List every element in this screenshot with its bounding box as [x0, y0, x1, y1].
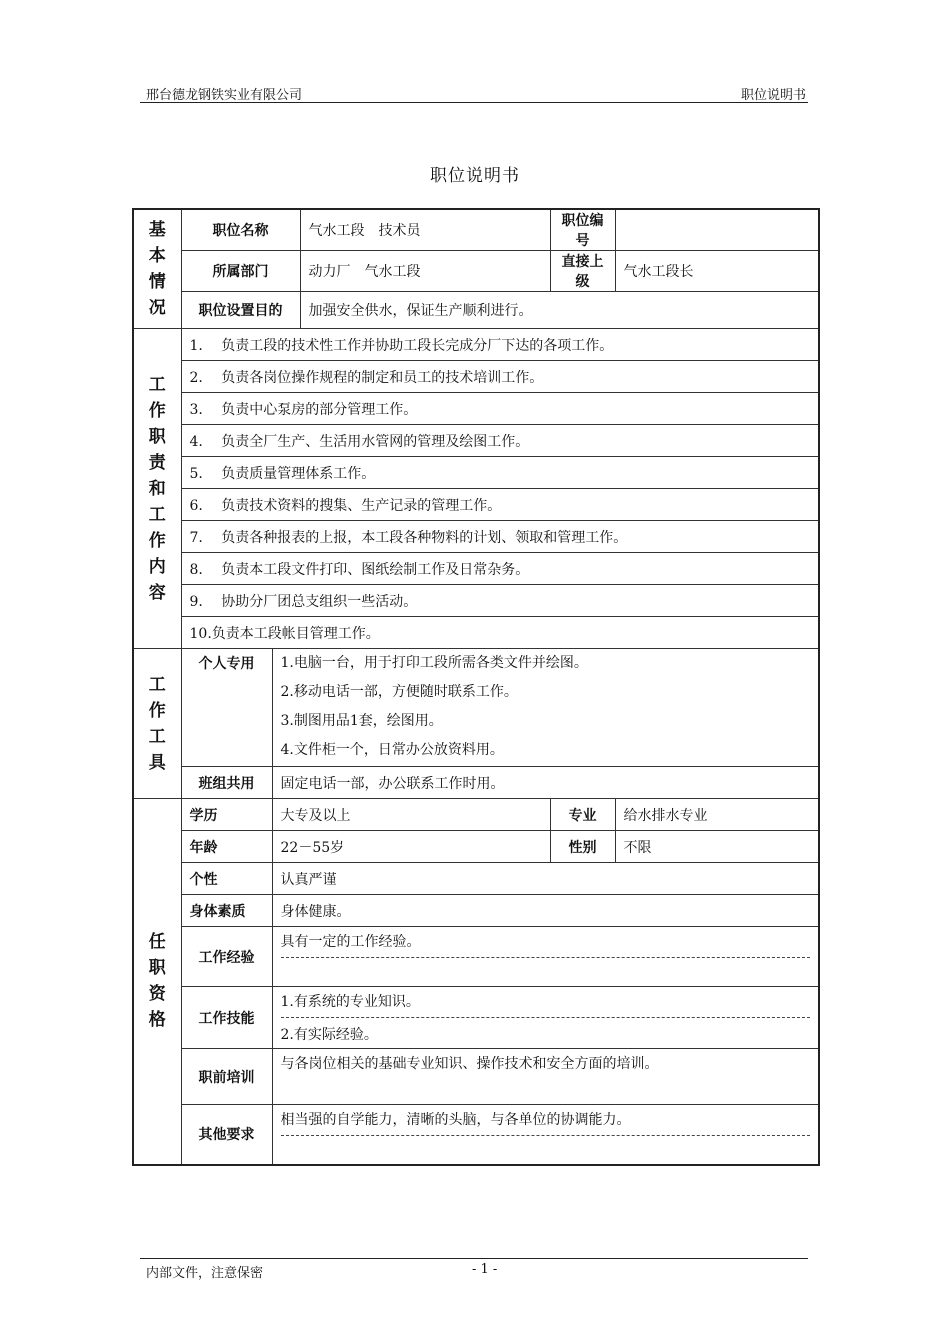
section-duties: 工作职责和工作内容	[133, 329, 181, 649]
personality-value: 认真严谨	[272, 863, 819, 895]
duty-item: 4. 负责全厂生产、生活用水管网的管理及绘图工作。	[181, 425, 819, 457]
job-description-table	[132, 208, 820, 1166]
personal-tools-list	[272, 649, 819, 767]
personal-tools-label: 个人专用	[181, 649, 272, 767]
training-label: 职前培训	[181, 1049, 272, 1105]
dashed-divider	[281, 1017, 811, 1018]
experience-value: 具有一定的工作经验。	[280, 934, 421, 950]
age-label: 年龄	[181, 831, 272, 863]
other-cell	[272, 1105, 819, 1165]
header-company: 邢台德龙钢铁实业有限公司	[146, 88, 303, 103]
duty-item: 5. 负责质量管理体系工作。	[181, 457, 819, 489]
duty-item: 3. 负责中心泵房的部分管理工作。	[181, 393, 819, 425]
experience-label: 工作经验	[181, 927, 272, 987]
page-title: 职位说明书	[430, 166, 520, 186]
duty-item: 7. 负责各种报表的上报，本工段各种物料的计划、领取和管理工作。	[181, 521, 819, 553]
superior-value: 气水工段长	[615, 251, 819, 292]
purpose-value: 加强安全供水，保证生产顺利进行。	[300, 292, 819, 329]
list-item: 2.有实际经验。	[280, 1027, 378, 1043]
list-item: 2.移动电话一部，方便随时联系工作。	[280, 684, 518, 700]
other-value: 相当强的自学能力，清晰的头脑，与各单位的协调能力。	[280, 1112, 631, 1128]
list-item: 1.电脑一台，用于打印工段所需各类文件并绘图。	[280, 655, 588, 671]
section-basic-info: 基本情况	[133, 209, 181, 329]
list-item: 1.有系统的专业知识。	[280, 994, 420, 1010]
footer-divider	[140, 1258, 808, 1259]
health-label: 身体素质	[181, 895, 272, 927]
duty-item: 8. 负责本工段文件打印、图纸绘制工作及日常杂务。	[181, 553, 819, 585]
section-qualifications: 任职资格	[133, 799, 181, 1165]
purpose-label: 职位设置目的	[181, 292, 300, 329]
list-item: 4.文件柜一个，日常办公放资料用。	[280, 742, 504, 758]
position-name-label: 职位名称	[181, 209, 300, 251]
age-value: 22－55岁	[272, 831, 550, 863]
page-number: - 1 -	[472, 1262, 498, 1277]
health-value: 身体健康。	[272, 895, 819, 927]
position-code-value	[615, 209, 819, 251]
training-value: 与各岗位相关的基础专业知识、操作技术和安全方面的培训。	[280, 1056, 659, 1072]
list-item: 3.制图用品1套，绘图用。	[280, 713, 443, 729]
gender-value: 不限	[615, 831, 819, 863]
duty-item: 9. 协助分厂团总支组织一些活动。	[181, 585, 819, 617]
duty-item: 6. 负责技术资料的搜集、生产记录的管理工作。	[181, 489, 819, 521]
dept-value: 动力厂 气水工段	[300, 251, 550, 292]
other-label: 其他要求	[181, 1105, 272, 1165]
education-value: 大专及以上	[272, 799, 550, 831]
position-name-value: 气水工段 技术员	[300, 209, 550, 251]
experience-cell	[272, 927, 819, 987]
header-doc-type: 职位说明书	[740, 88, 806, 103]
footer-note: 内部文件，注意保密	[146, 1266, 264, 1281]
education-label: 学历	[181, 799, 272, 831]
skills-label: 工作技能	[181, 987, 272, 1049]
gender-label: 性别	[550, 831, 615, 863]
position-code-label: 职位编号	[550, 209, 615, 251]
shared-tools-value: 固定电话一部，办公联系工作时用。	[272, 767, 819, 799]
duty-item: 10.负责本工段帐目管理工作。	[181, 617, 819, 649]
personality-label: 个性	[181, 863, 272, 895]
dashed-divider	[281, 957, 811, 958]
major-value: 给水排水专业	[615, 799, 819, 831]
superior-label: 直接上级	[550, 251, 615, 292]
major-label: 专业	[550, 799, 615, 831]
duty-item: 2. 负责各岗位操作规程的制定和员工的技术培训工作。	[181, 361, 819, 393]
skills-cell	[272, 987, 819, 1049]
shared-tools-label: 班组共用	[181, 767, 272, 799]
training-cell	[272, 1049, 819, 1105]
duty-item: 1. 负责工段的技术性工作并协助工段长完成分厂下达的各项工作。	[181, 329, 819, 361]
section-tools: 工作工具	[133, 649, 181, 799]
dept-label: 所属部门	[181, 251, 300, 292]
header-divider	[140, 102, 808, 103]
dashed-divider	[281, 1135, 811, 1136]
